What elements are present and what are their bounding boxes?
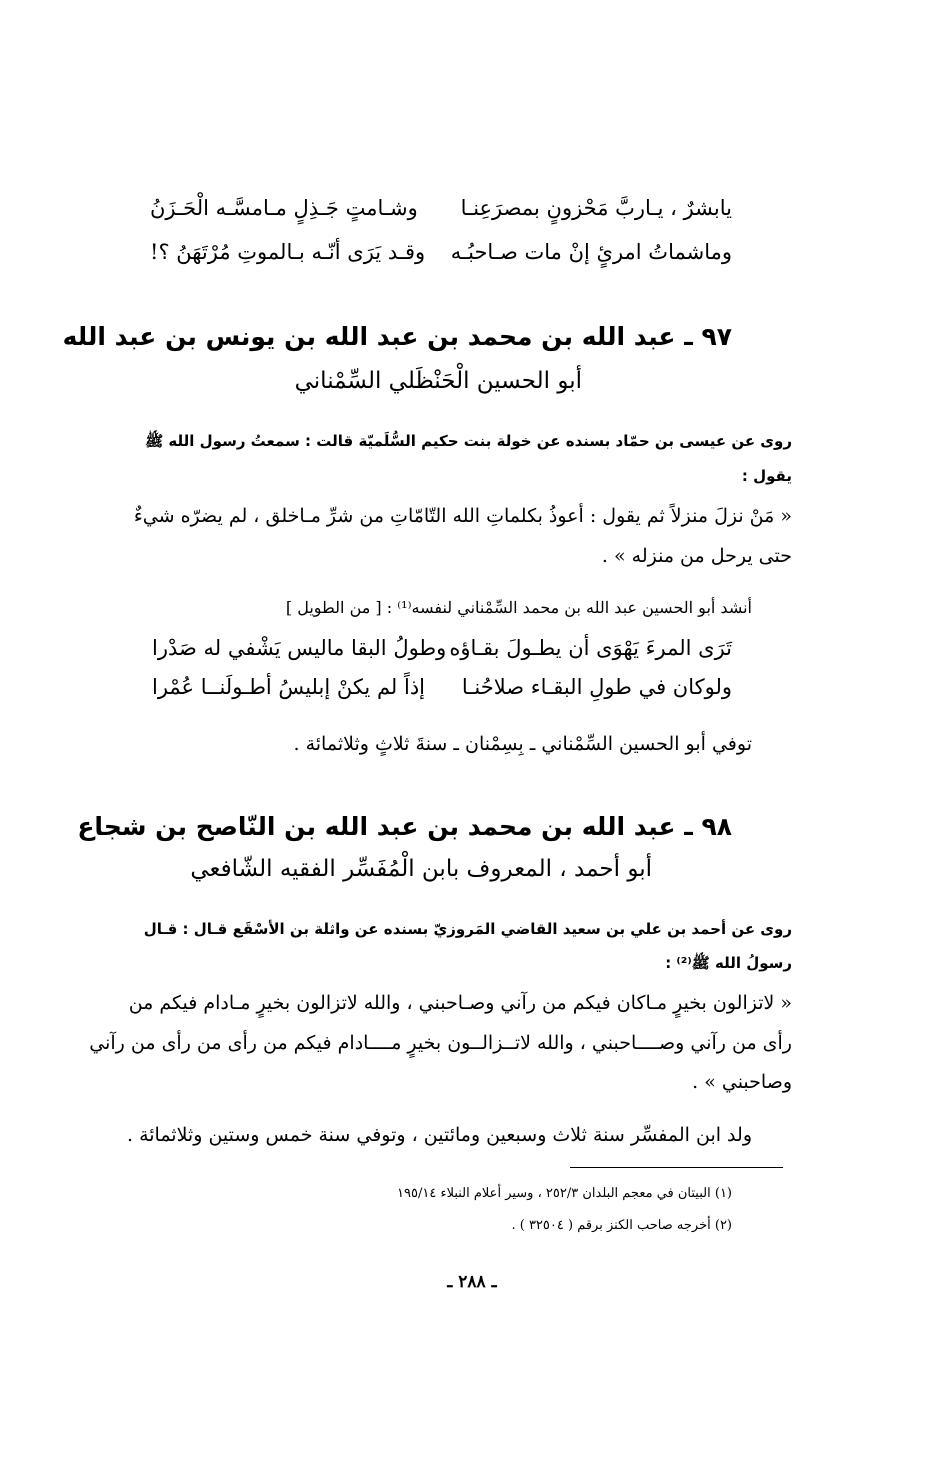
verse-hemistich-left: إذاً لم يكنْ إبليسُ أطـولَنــا عُمْرا xyxy=(152,675,426,699)
verse-hemistich-right: ولوكان في طولِ البقـاء صلاحُنـا xyxy=(461,675,732,699)
entry-98-isnad-cont: رسولُ الله ﷺ⁽²⁾ : xyxy=(665,954,792,972)
entry-97-isnad-cont: يقول : xyxy=(741,467,792,485)
verse-hemistich-left: وقـد يَرَى أنّـه بـالموتِ مُرْتَهَنُ ؟! xyxy=(150,240,426,264)
entry-98-hadith-cont: رأى من رآني وصــــاحبني ، والله لاتــزالــون بخيرٍ مــــادام فيكم من رأى من رأى من رآني xyxy=(89,1032,792,1054)
entry-97-hadith: « مَنْ نزلَ منزلاً ثم يقول : أعوذُ بكلماتِ الله التّامّاتِ من شرِّ مـاخلق ، لم يضرّه شيءٌ xyxy=(133,505,792,527)
entry-97-kunya: أبو الحسين الْحَنْظَلي السِّمْناني xyxy=(294,368,582,394)
footnote-2: (٢) أخرجه صاحب الكنز برقم ( ٣٢٥٠٤ ) . xyxy=(511,1218,732,1233)
entry-97-poem-verse-2 xyxy=(152,675,732,715)
footnote-1: (١) البيتان في معجم البلدان ٢٥٢/٣ ، وسير أعلام النبلاء ١٩٥/١٤ xyxy=(397,1186,732,1201)
entry-98-hadith: « لاتزالون بخيرٍ مـاكان فيكم من رآني وصـاحبني ، والله لاتزالون بخيرٍ مـادام فيكم من xyxy=(128,992,792,1014)
entry-98-kunya: أبو أحمد ، المعروف بابن الْمُفَسِّر الفقيه الشّافعي xyxy=(190,856,652,882)
verse-hemistich-left: وطولُ البقا ماليس يَشْفي له صَدْرا xyxy=(152,636,447,660)
entry-98-isnad: روى عن أحمد بن علي بن سعيد القاضي المَروزيّ بسنده عن واثلة بن الأسْقَع قـال : قـال xyxy=(143,920,792,938)
entry-98-heading: ٩٨ ـ عبد الله بن محمد بن عبد الله بن النّاصح بن شجاع xyxy=(77,812,732,841)
entry-98-hadith-end: وصاحبني » . xyxy=(692,1071,792,1093)
entry-97-poem-intro: أنشد أبو الحسين عبد الله بن محمد السِّمْناني لنفسه⁽¹⁾ : [ من الطويل ] xyxy=(285,598,752,617)
verse-hemistich-right: تَرَى المرءَ يَهْوَى أن يطـولَ بقـاؤه xyxy=(449,636,732,660)
page-number: ـ ٢٨٨ ـ xyxy=(447,1272,497,1292)
verse-hemistich-right: يابشرٌ ، يـاربَّ مَحْزونٍ بمصرَعِنـا xyxy=(460,196,732,220)
entry-97-heading: ٩٧ ـ عبد الله بن محمد بن عبد الله بن يونس بن عبد الله xyxy=(62,322,732,351)
footnote-separator xyxy=(570,1167,783,1168)
entry-97-poem-verse-1 xyxy=(152,636,732,676)
verse-hemistich-right: وماشماتُ امرئٍ إنْ مات صـاحبُـه xyxy=(450,240,732,264)
entry-98-birth-death: ولد ابن المفسِّر سنة ثلاث وسبعين ومائتين ، وتوفي سنة خمس وستين وثلاثمائة . xyxy=(126,1124,752,1146)
opening-verse-1 xyxy=(150,196,732,236)
entry-97-isnad: روى عن عيسى بن حمّاد بسنده عن خولة بنت حكيم السُّلَميّة قالت : سمعتُ رسول الله ﷺ xyxy=(145,432,792,450)
verse-hemistich-left: وشـامتٍ جَـذِلٍ مـامسَّـه الْحَـزَنُ xyxy=(150,196,418,220)
entry-97-death: توفي أبو الحسين السِّمْناني ـ بِسِمْنان ـ سنةَ ثلاثٍ وثلاثمائة . xyxy=(293,733,752,755)
entry-97-hadith-cont: حتى يرحل من منزله » . xyxy=(601,545,792,567)
opening-verse-2 xyxy=(150,240,732,280)
